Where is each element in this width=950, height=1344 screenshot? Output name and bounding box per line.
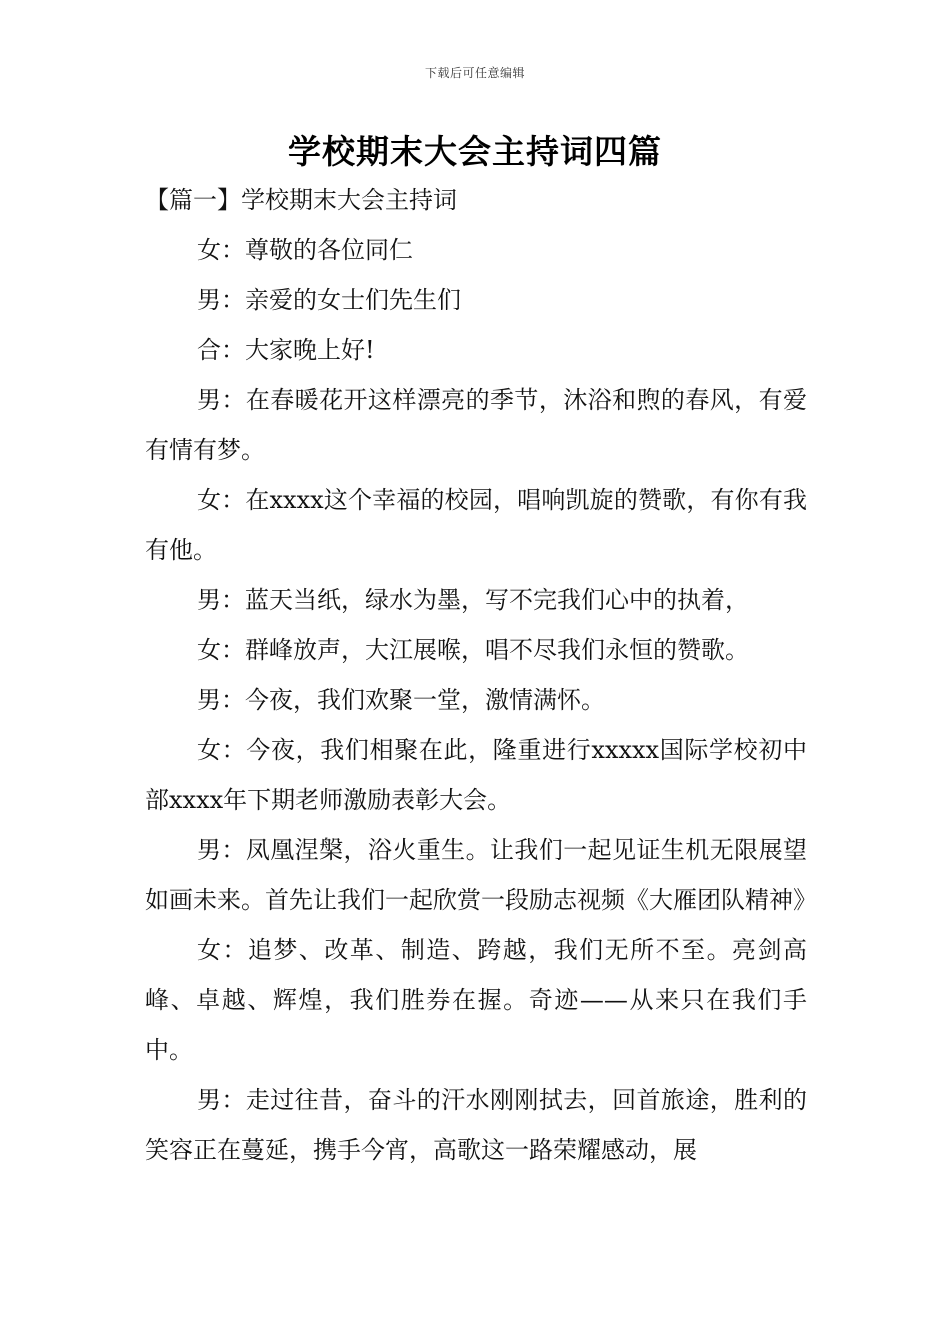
paragraph: 合：大家晚上好! [197,336,375,364]
paragraph: 女：今夜，我们相聚在此，隆重进行xxxxx国际学校初中部xxxx年下期老师激励表彰大会。 [145,736,807,814]
paragraph: 男：走过往昔，奋斗的汗水刚刚拭去，回首旅途，胜利的笑容正在蔓延，携手今宵，高歌这一路荣耀感动，展 [145,1086,807,1164]
document-title: 学校期末大会主持词四篇 [288,132,662,171]
paragraph: 女：群峰放声，大江展喉，唱不尽我们永恒的赞歌。 [197,636,749,664]
paragraph: 男：蓝天当纸，绿水为墨，写不完我们心中的执着， [197,586,749,614]
paragraph: 女：追梦、改革、制造、跨越，我们无所不至。亮剑高峰、卓越、辉煌，我们胜券在握。奇迹——从来只在我们手中。 [145,936,807,1064]
header-note: 下载后可任意编辑 [424,66,525,80]
paragraph: 女：尊敬的各位同仁 [197,236,413,264]
paragraph: 女：在xxxx这个幸福的校园，唱响凯旋的赞歌，有你有我有他。 [145,486,807,564]
paragraph: 男：在春暖花开这样漂亮的季节，沐浴和煦的春风，有爱有情有梦。 [145,386,807,464]
document-body [145,175,817,1175]
paragraph: 男：今夜，我们欢聚一堂，激情满怀。 [197,686,605,714]
paragraph: 男：凤凰涅槃，浴火重生。让我们一起见证生机无限展望如画未来。首先让我们一起欣赏一段励志视频《大雁团队精神》 [145,836,817,914]
paragraph: 男：亲爱的女士们先生们 [197,286,461,314]
section-heading: 【篇一】学校期末大会主持词 [145,186,457,214]
